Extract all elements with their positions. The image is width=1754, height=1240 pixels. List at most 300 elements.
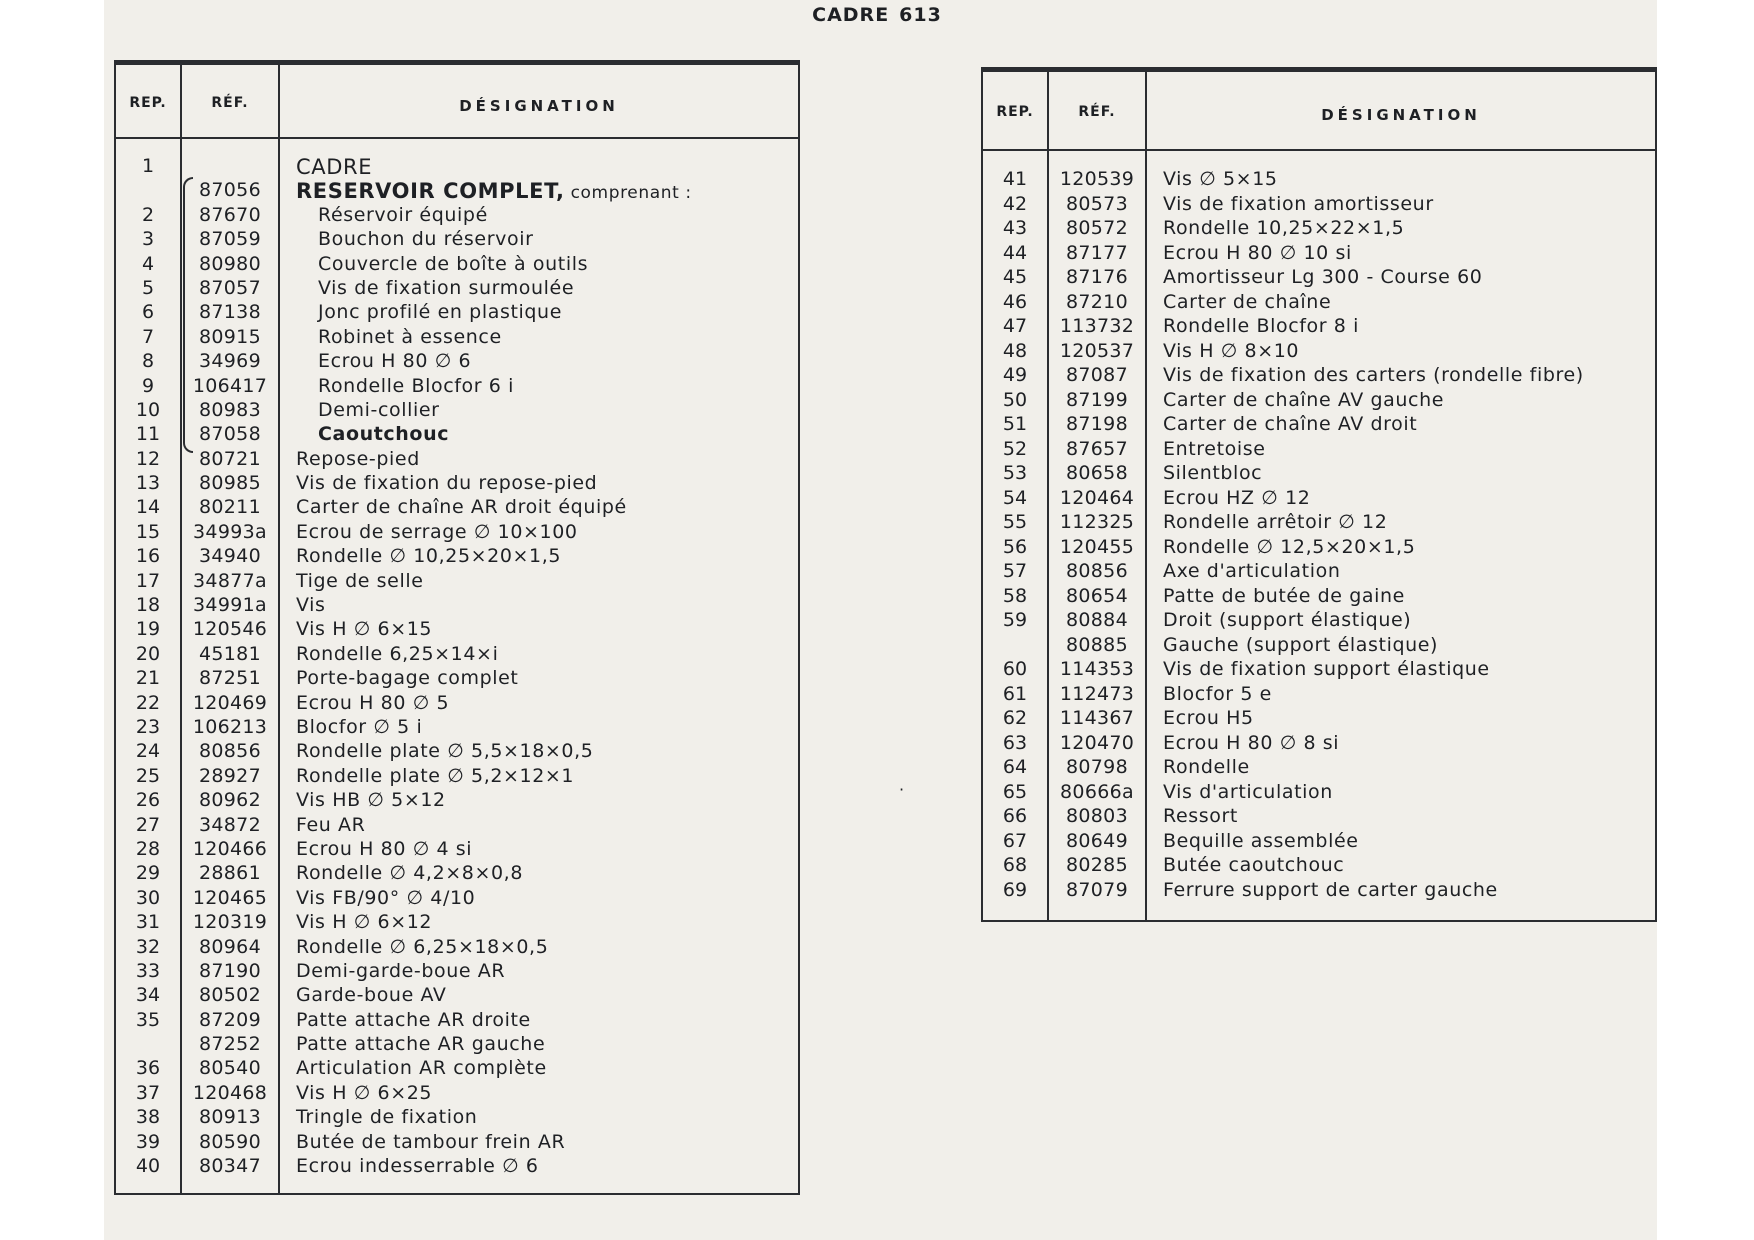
ref-cell: 80654 [1066,584,1128,607]
table-row [983,242,1655,267]
rep-cell: 54 [1002,486,1028,509]
page-title-word: CADRE [812,4,890,26]
rep-cell: 68 [1002,854,1028,876]
ref-cell: 87177 [1066,241,1128,264]
table-row [983,217,1655,242]
designation-text: Réservoir équipé [318,203,488,226]
ref-cell: 87138 [199,301,261,324]
ref-cell: 87209 [199,1008,261,1031]
table-row [983,707,1655,732]
ref-cell: 87079 [1066,878,1128,901]
ref-cell: 87058 [199,423,261,446]
table-row [983,658,1655,683]
designation-text: Vis H ∅ 6×25 [296,1081,433,1104]
table-row [116,594,798,618]
designation-text: Rondelle Blocfor 8 i [1163,315,1360,337]
designation-cell [1163,732,1339,754]
rep-cell: 50 [1002,388,1028,411]
ref-cell: 120468 [192,1081,268,1104]
ref-cell: 80211 [199,496,261,519]
rep-cell: 64 [1002,756,1028,778]
designation-cell [296,204,488,226]
ref-cell: 87199 [1066,388,1128,411]
designation-text: Vis FB/90° ∅ 4/10 [296,886,476,909]
designation-cell [1163,609,1411,631]
rep-cell: 47 [1002,315,1028,337]
designation-text: Rondelle [1163,756,1250,778]
table-row [116,984,798,1008]
table-row [116,765,798,789]
designation-text: Axe d'articulation [1163,560,1341,582]
designation-cell [1163,585,1405,607]
header-ref: RÉF. [211,95,249,111]
table-row [983,340,1655,365]
designation-cell [296,716,422,738]
ref-cell: 80798 [1066,756,1128,778]
rep-cell: 41 [1002,168,1028,190]
rep-cell: 2 [141,203,155,226]
rep-cell: 15 [135,520,161,543]
designation-text: Demi-garde-boue AR [296,959,506,982]
header-rep: REP. [996,104,1034,120]
ref-cell: 80884 [1066,609,1128,631]
designation-cell [296,521,578,543]
designation-text: Vis ∅ 5×15 [1163,168,1278,190]
table-row [983,634,1655,659]
ref-cell: 87251 [199,667,261,690]
designation-text: Ecrou HZ ∅ 12 [1163,486,1311,509]
designation-text: Porte-bagage complet [296,667,519,690]
designation-text: Tige de selle [296,569,424,592]
designation-text: Vis de fixation du repose-pied [296,472,598,495]
table-row [116,521,798,545]
rep-cell: 9 [141,374,155,397]
table-row [116,911,798,935]
table-row [983,462,1655,487]
designation-text: Ecrou H 80 ∅ 4 si [296,837,473,860]
designation-cell [296,936,548,958]
ref-cell: 34877a [193,569,267,592]
rows-right [983,168,1655,903]
ref-cell: 80649 [1066,829,1128,852]
designation-text: Patte de butée de gaine [1163,584,1405,607]
designation-cell [1163,560,1340,582]
ref-cell: 80590 [199,1130,261,1153]
rep-cell: 44 [1002,241,1028,264]
rep-cell: 66 [1002,805,1028,827]
ref-cell: 120470 [1059,731,1135,754]
designation-cell [296,594,326,616]
table-row [116,496,798,520]
designation-text: Ecrou indesserrable ∅ 6 [296,1155,539,1178]
designation-cell [296,423,449,445]
designation-cell [1163,511,1387,533]
designation-cell [296,545,561,567]
designation-cell [296,1033,545,1055]
rep-cell: 46 [1002,290,1028,313]
designation-text: Vis HB ∅ 5×12 [296,789,446,812]
ref-cell: 80962 [199,789,261,812]
rep-cell: 35 [135,1008,161,1031]
designation-text: Vis H ∅ 6×12 [296,911,433,934]
ref-cell: 28861 [199,862,261,885]
table-row [116,570,798,594]
parts-table-left [114,60,800,1195]
rep-cell: 53 [1002,462,1028,484]
rep-cell: 43 [1002,217,1028,239]
designation-text: Droit (support élastique) [1163,609,1412,631]
rep-cell: 26 [135,789,161,812]
table-row [983,805,1655,830]
ref-cell: 87252 [199,1033,261,1056]
header-divider [116,137,798,139]
designation-cell [296,155,372,179]
rep-cell: 40 [135,1155,161,1178]
designation-text: Bequille assemblée [1163,829,1359,852]
designation-text: Rondelle arrêtoir ∅ 12 [1163,511,1388,533]
rep-cell: 69 [1002,878,1028,901]
designation-text: Robinet à essence [318,325,502,348]
table-row [983,879,1655,904]
ref-cell: 45181 [199,642,261,665]
table-row [116,740,798,764]
rep-cell: 33 [135,959,161,982]
table-row [983,291,1655,316]
ref-cell: 87057 [199,276,261,299]
table-row [116,716,798,740]
rep-cell: 19 [135,618,161,641]
table-row [116,545,798,569]
table-row [116,399,798,423]
table-row [983,609,1655,634]
table-row [983,315,1655,340]
table-row [116,1131,798,1155]
designation-text: Butée de tambour frein AR [296,1130,566,1153]
designation-text: Blocfor 5 e [1163,682,1272,705]
designation-cell [1163,781,1333,803]
designation-text: Amortisseur Lg 300 - Course 60 [1163,266,1483,288]
designation-text: Repose-pied [296,447,420,470]
designation-text: Vis H ∅ 8×10 [1163,339,1300,362]
rep-cell: 3 [141,228,155,251]
header-divider [983,149,1655,151]
designation-cell [1163,193,1434,215]
designation-cell [1163,340,1299,362]
designation-cell [296,472,597,494]
rep-cell: 18 [135,594,161,617]
designation-cell [296,765,574,787]
designation-cell [296,862,523,884]
parts-table-right [981,67,1657,922]
designation-text: Rondelle 6,25×14×i [296,642,499,665]
ref-cell: 120539 [1059,168,1135,190]
table-row [983,781,1655,806]
designation-text: Vis [296,594,326,617]
designation-cell [296,789,446,811]
designation-text: Caoutchouc [318,423,450,446]
table-row [116,960,798,984]
ref-cell: 80980 [199,252,261,275]
table-row [983,389,1655,414]
ref-cell: 80856 [1066,560,1128,582]
table-row [983,413,1655,438]
designation-cell [296,228,533,250]
designation-cell [296,838,472,860]
designation-cell [1163,389,1444,411]
ref-cell: 120455 [1059,535,1135,558]
table-row [116,862,798,886]
designation-cell [296,1106,477,1128]
header-rep: REP. [129,95,167,111]
designation-text: Jonc profilé en plastique [318,301,562,324]
table-row [116,423,798,447]
ref-cell: 120465 [192,886,268,909]
table-row [983,168,1655,193]
designation-cell [296,570,424,592]
table-row [116,643,798,667]
designation-text: Ferrure support de carter gauche [1163,878,1498,901]
designation-text: Tringle de fixation [296,1106,478,1129]
ref-cell: 87657 [1066,437,1128,460]
designation-text: Articulation AR complète [296,1057,547,1080]
table-row [116,1155,798,1179]
rep-cell: 4 [141,252,155,275]
ref-cell: 80573 [1066,192,1128,215]
ref-cell: 114353 [1059,658,1135,680]
ref-cell: 80803 [1066,805,1128,827]
ref-cell: 87190 [199,959,261,982]
ref-cell: 80721 [199,447,261,470]
ref-cell: 120546 [192,618,268,641]
designation-text: CADRE [296,155,373,179]
designation-cell [296,1155,539,1177]
table-row [116,1033,798,1057]
table-row [983,364,1655,389]
header-ref: RÉF. [1078,104,1116,120]
ref-cell: 113732 [1059,315,1135,337]
table-row [116,204,798,228]
table-row [116,1009,798,1033]
ref-cell: 34991a [193,594,267,617]
table-row [116,667,798,691]
ref-cell: 28927 [199,764,261,787]
designation-text: Ecrou H 80 ∅ 5 [296,691,450,714]
table-row [116,1082,798,1106]
table-row [116,789,798,813]
ref-cell: 34872 [199,813,261,836]
designation-text: Ecrou H 80 ∅ 6 [318,350,472,373]
designation-cell [296,179,692,203]
designation-text: Carter de chaîne AV droit [1163,413,1418,435]
rep-cell: 45 [1002,266,1028,288]
table-row [983,683,1655,708]
ref-cell: 80572 [1066,217,1128,239]
rep-cell: 8 [141,350,155,373]
header-designation: DÉSIGNATION [1321,106,1481,124]
table-row [983,536,1655,561]
designation-text: Patte attache AR gauche [296,1033,546,1056]
rep-cell: 32 [135,935,161,958]
designation-cell [296,496,627,518]
designation-text: Rondelle 10,25×22×1,5 [1163,217,1405,239]
designation-text: RESERVOIR COMPLET, [296,179,565,204]
designation-text: Bouchon du réservoir [318,228,534,251]
rep-cell: 48 [1002,339,1028,362]
table-row [116,155,798,179]
table-row [983,193,1655,218]
table-row [116,301,798,325]
designation-text: Rondelle ∅ 6,25×18×0,5 [296,935,549,958]
ref-cell: 80658 [1066,462,1128,484]
table-row [983,585,1655,610]
rep-cell: 34 [135,984,161,1007]
table-row [116,472,798,496]
designation-text: Vis de fixation surmoulée [318,276,575,299]
rep-cell: 23 [135,715,161,738]
ref-cell: 80856 [199,740,261,763]
table-row [116,618,798,642]
ref-cell: 80983 [199,398,261,421]
rep-cell: 5 [141,276,155,299]
table-row [116,228,798,252]
rep-cell: 60 [1002,658,1028,680]
rep-cell: 25 [135,764,161,787]
rep-cell: 1 [141,155,155,177]
rep-cell: 52 [1002,437,1028,460]
designation-cell [296,984,447,1006]
designation-cell [296,326,502,348]
designation-cell [296,960,505,982]
designation-cell [296,1057,547,1079]
designation-cell [1163,756,1250,778]
designation-cell [1163,879,1498,901]
rep-cell: 21 [135,667,161,690]
table-row [116,887,798,911]
designation-text: Couvercle de boîte à outils [318,252,589,275]
designation-cell [1163,658,1490,680]
designation-text: Garde-boue AV [296,984,447,1007]
rep-cell: 29 [135,862,161,885]
designation-cell [296,618,432,640]
designation-text: Entretoise [1163,437,1266,460]
designation-cell [296,301,562,323]
table-row [983,487,1655,512]
designation-cell [1163,413,1417,435]
designation-cell [296,667,518,689]
designation-cell [1163,854,1344,876]
designation-text: Ecrou de serrage ∅ 10×100 [296,520,578,543]
ref-cell: 87670 [199,203,261,226]
designation-cell [1163,291,1331,313]
designation-text: Rondelle ∅ 12,5×20×1,5 [1163,535,1416,558]
designation-cell [1163,707,1254,729]
designation-text: Carter de chaîne AR droit équipé [296,496,627,519]
table-row [116,375,798,399]
rep-cell: 67 [1002,829,1028,852]
table-row [116,1057,798,1081]
rep-cell: 58 [1002,584,1028,607]
rep-cell: 10 [135,398,161,421]
ref-cell: 120466 [192,837,268,860]
designation-text: Patte attache AR droite [296,1008,531,1031]
designation-cell [296,277,574,299]
ref-cell: 80540 [199,1057,261,1080]
ref-cell: 80915 [199,325,261,348]
designation-cell [1163,217,1404,239]
table-row [116,448,798,472]
designation-cell [1163,536,1415,558]
designation-extra: comprenant : [564,183,692,204]
designation-text: Rondelle ∅ 4,2×8×0,8 [296,862,524,885]
rows-left [116,155,798,1179]
rep-cell: 11 [135,423,161,446]
table-row [983,756,1655,781]
rep-cell: 39 [135,1130,161,1153]
rep-cell: 61 [1002,682,1028,705]
table-row [116,936,798,960]
designation-text: Rondelle ∅ 10,25×20×1,5 [296,545,562,568]
designation-text: Rondelle plate ∅ 5,5×18×0,5 [296,740,594,763]
page-title [0,4,1754,26]
table-row [983,438,1655,463]
rep-cell: 37 [135,1081,161,1104]
designation-cell [296,1131,565,1153]
table-row [116,838,798,862]
ref-cell: 120537 [1059,339,1135,362]
rep-cell: 36 [135,1057,161,1080]
rep-cell: 49 [1002,364,1028,386]
ref-cell: 120464 [1059,486,1135,509]
table-row [116,179,798,203]
designation-cell [296,643,498,665]
designation-text: Vis de fixation support élastique [1163,658,1490,680]
designation-text: Vis de fixation des carters (rondelle fibre) [1163,364,1584,386]
designation-cell [296,740,593,762]
rep-cell: 51 [1002,413,1028,435]
ref-cell: 106213 [192,715,268,738]
table-row [116,253,798,277]
designation-cell [296,887,475,909]
table-row [983,732,1655,757]
ref-cell: 80347 [199,1155,261,1178]
rep-cell: 13 [135,472,161,495]
designation-cell [1163,487,1310,509]
designation-text: Gauche (support élastique) [1163,633,1439,656]
rep-cell: 62 [1002,707,1028,729]
rep-cell: 14 [135,496,161,519]
designation-text: Blocfor ∅ 5 i [296,715,423,738]
designation-text: Vis d'articulation [1163,780,1333,803]
rep-cell: 22 [135,691,161,714]
ref-cell: 114367 [1059,707,1135,729]
designation-cell [1163,805,1238,827]
designation-text: Demi-collier [318,398,440,421]
designation-cell [1163,315,1359,337]
table-row [116,814,798,838]
ref-cell: 87210 [1066,290,1128,313]
table-row [983,511,1655,536]
rep-cell: 31 [135,911,161,934]
designation-cell [1163,683,1272,705]
ref-cell: 87176 [1066,266,1128,288]
ref-cell: 34993a [193,520,267,543]
ref-cell: 80985 [199,472,261,495]
table-row [116,326,798,350]
ref-cell: 87198 [1066,413,1128,435]
designation-text: Rondelle plate ∅ 5,2×12×1 [296,764,575,787]
ref-cell: 80964 [199,935,261,958]
rep-cell: 59 [1002,609,1028,631]
